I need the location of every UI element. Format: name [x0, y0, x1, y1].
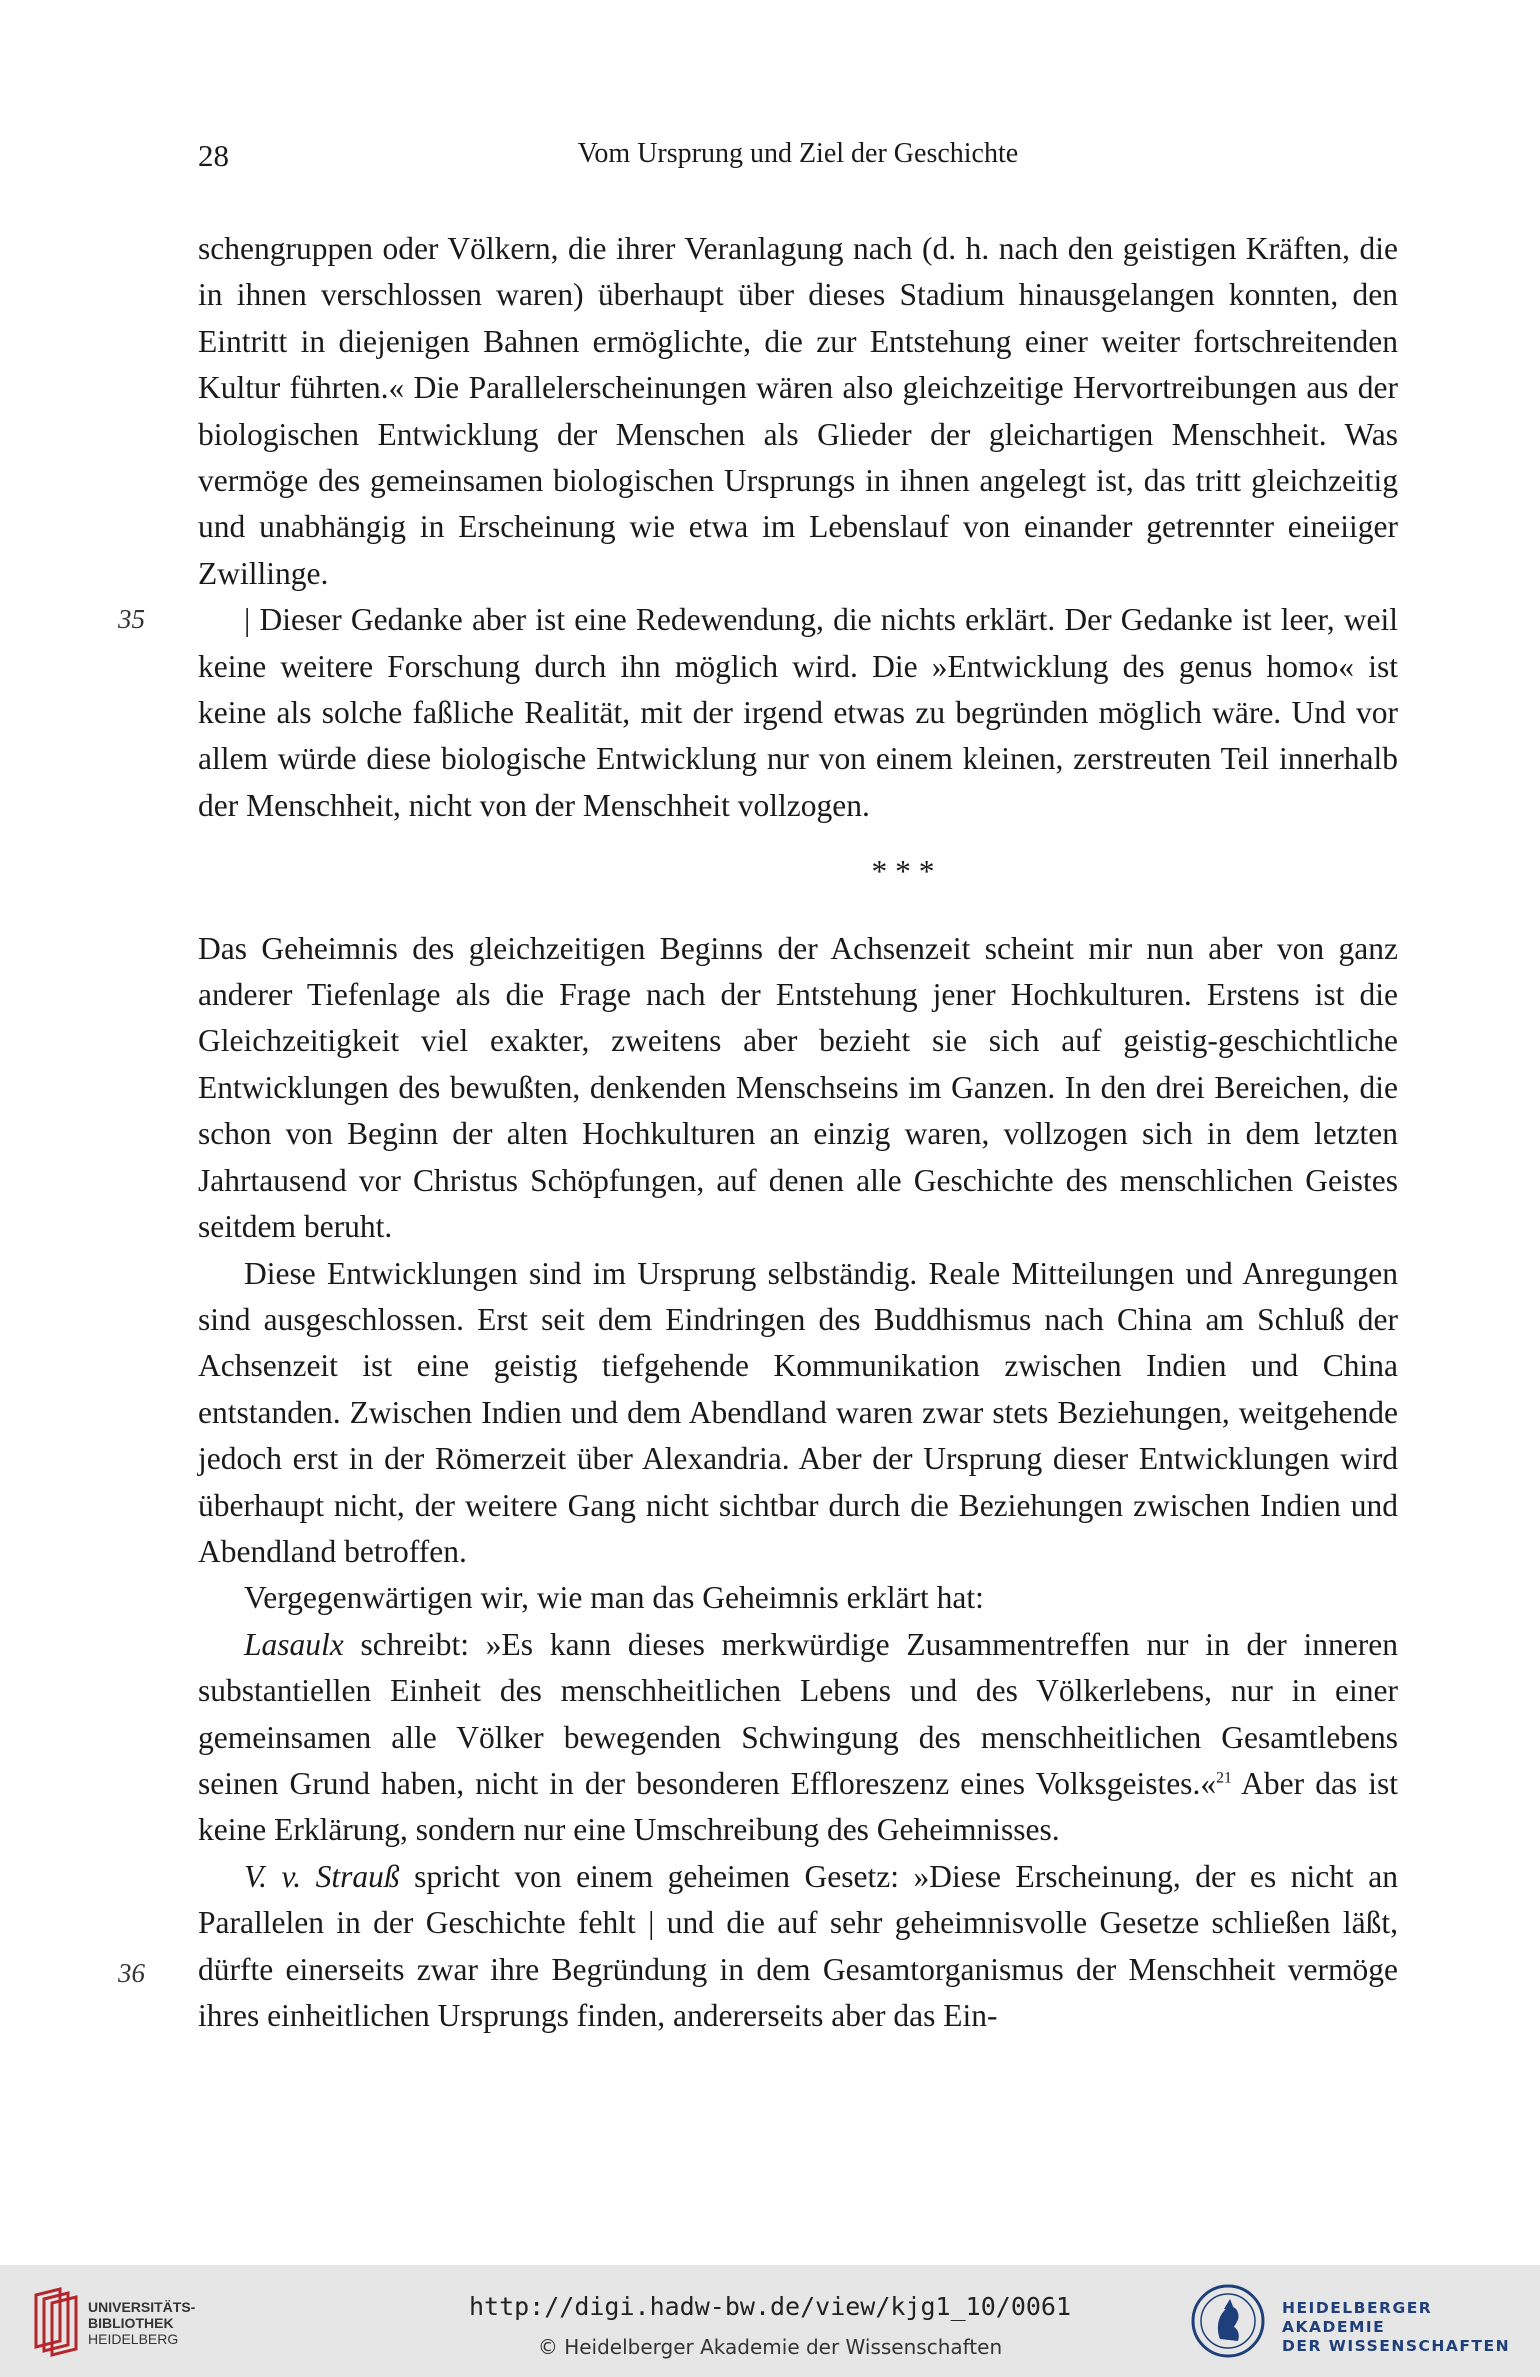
running-head: Vom Ursprung und Ziel der Geschichte	[577, 138, 1019, 169]
academy-name-line: DER WISSENSCHAFTEN	[1282, 2337, 1511, 2355]
section-break: * * *	[871, 854, 935, 890]
academy-seal-icon	[1190, 2283, 1266, 2359]
paragraph	[198, 1854, 1398, 2040]
body-text	[198, 226, 1398, 2039]
quote-text: schreibt: »Es kann dieses merkwürdige Zusammentreffen nur in der inneren substantiellen Einheit des menschheitlichen Lebens und des Völkerlebens, nur in einer gemeinsamen alle Völker bewegenden Schwingung des menschheitlichen Gesamtlebens seinen Grund haben, nicht in der besonderen Effloreszenz eines Volksgeistes.«	[198, 1626, 1398, 1801]
footnote-ref[interactable]: 21	[1216, 1769, 1232, 1787]
page-number: 28	[198, 138, 229, 173]
copyright-notice: © Heidelberger Akademie der Wissenschaften	[537, 2335, 1003, 2359]
page-header	[198, 138, 1398, 178]
academy-name	[1282, 2299, 1540, 2356]
paragraph-tail: Aber das ist keine Erklärung, sondern nur eine Umschreibung des Geheimnisses.	[198, 1765, 1399, 1848]
library-name-line: BIBLIOTHEK	[88, 2315, 174, 2331]
paragraph: Diese Entwicklungen sind im Ursprung selbständig. Reale Mitteilungen und Anregungen sind ausgeschlossen. Erst seit dem Eindringen des Buddhismus nach China am Schluß der Achsenzeit ist eine geistig tiefgehende Kommunikation zwischen Indien und China entstanden. Zwischen Indien und dem Abendland waren zwar stets Beziehungen, weitgehende jedoch erst in der Römerzeit über Alexandria. Aber der Ursprung dieser Entwicklungen wird überhaupt nicht, der weitere Gang nicht sichtbar durch die Beziehungen zwischen Indien und Abendland betroffen.	[198, 1255, 1398, 1569]
paragraph: Das Geheimnis des gleichzeitigen Beginns der Achsenzeit scheint mir nun aber von ganz anderer Tiefenlage als die Frage nach der Entstehung jener Hochkulturen. Erstens ist die Gleichzeitigkeit viel exakter, zweitens aber bezieht sie sich auf geistig-geschichtliche Entwicklungen des bewußten, denkenden Menschseins im Ganzen. In den drei Bereichen, die schon von Beginn der alten Hochkulturen an einzig waren, vollzogen sich in dem letzten Jahrtausend vor Christus Schöpfungen, auf denen alle Geschichte des menschlichen Geistes seitdem beruht.	[198, 930, 1398, 1245]
permalink-url[interactable]: http://digi.hadw-bw.de/view/kjg1_10/0061	[468, 2292, 1072, 2321]
paragraph	[198, 1622, 1398, 1854]
library-name-line: UNIVERSITÄTS-	[88, 2299, 196, 2315]
footer-bar	[0, 2265, 1540, 2377]
author-name: V. v. Strauß	[244, 1858, 400, 1894]
paragraph: schengruppen oder Völkern, die ihrer Veranlagung nach (d. h. nach den geistigen Kräften, die in ihnen verschlossen waren) überhaupt über dieses Stadium hinausgelangen konnten, den Eintritt in diejenigen Bahnen ermöglichte, die zur Entstehung einer weiter fortschreitenden Kultur führten.« Die Parallelerscheinungen wären also gleichzeitige Hervortreibungen aus der biologischen Entwicklung der Menschen als Glieder der gleichartigen Menschheit. Was vermöge des gemeinsamen biologischen Ursprungs in ihnen angelegt ist, das tritt gleichzeitig und unabhängig in Erscheinung wie etwa im Lebenslauf von einander getrennter eineiiger Zwillinge.	[198, 231, 1398, 591]
paragraph: | Dieser Gedanke aber ist eine Redewendung, die nichts erklärt. Der Gedanke ist leer, weil keine weitere Forschung durch ihn möglich wird. Die »Entwicklung des genus homo« ist keine als solche faßliche Realität, mit der irgend etwas zu begründen möglich wäre. Und vor allem würde diese biologische Entwicklung nur von einem kleinen, zerstreuten Teil innerhalb der Menschheit, nicht von der Menschheit vollzogen.	[198, 602, 1398, 823]
quote-text: spricht von einem geheimen Gesetz: »Diese Erscheinung, der es nicht an Parallelen in der Geschichte fehlt | und die auf sehr geheimnisvolle Gesetze schließen läßt, dürfte einerseits zwar ihre Begründung in dem Gesamtorganismus der Menschheit vermöge ihres einheitlichen Ursprungs finden, andererseits aber das Ein-	[198, 1858, 1399, 2034]
margin-page-ref: 36	[118, 1958, 145, 1988]
academy-name-line: HEIDELBERGER AKADEMIE	[1282, 2299, 1433, 2336]
library-name-line: HEIDELBERG	[88, 2331, 179, 2347]
paragraph: Vergegenwärtigen wir, wie man das Geheimnis erklärt hat:	[244, 1580, 984, 1616]
author-name: Lasaulx	[244, 1626, 344, 1662]
margin-page-ref: 35	[118, 604, 145, 634]
